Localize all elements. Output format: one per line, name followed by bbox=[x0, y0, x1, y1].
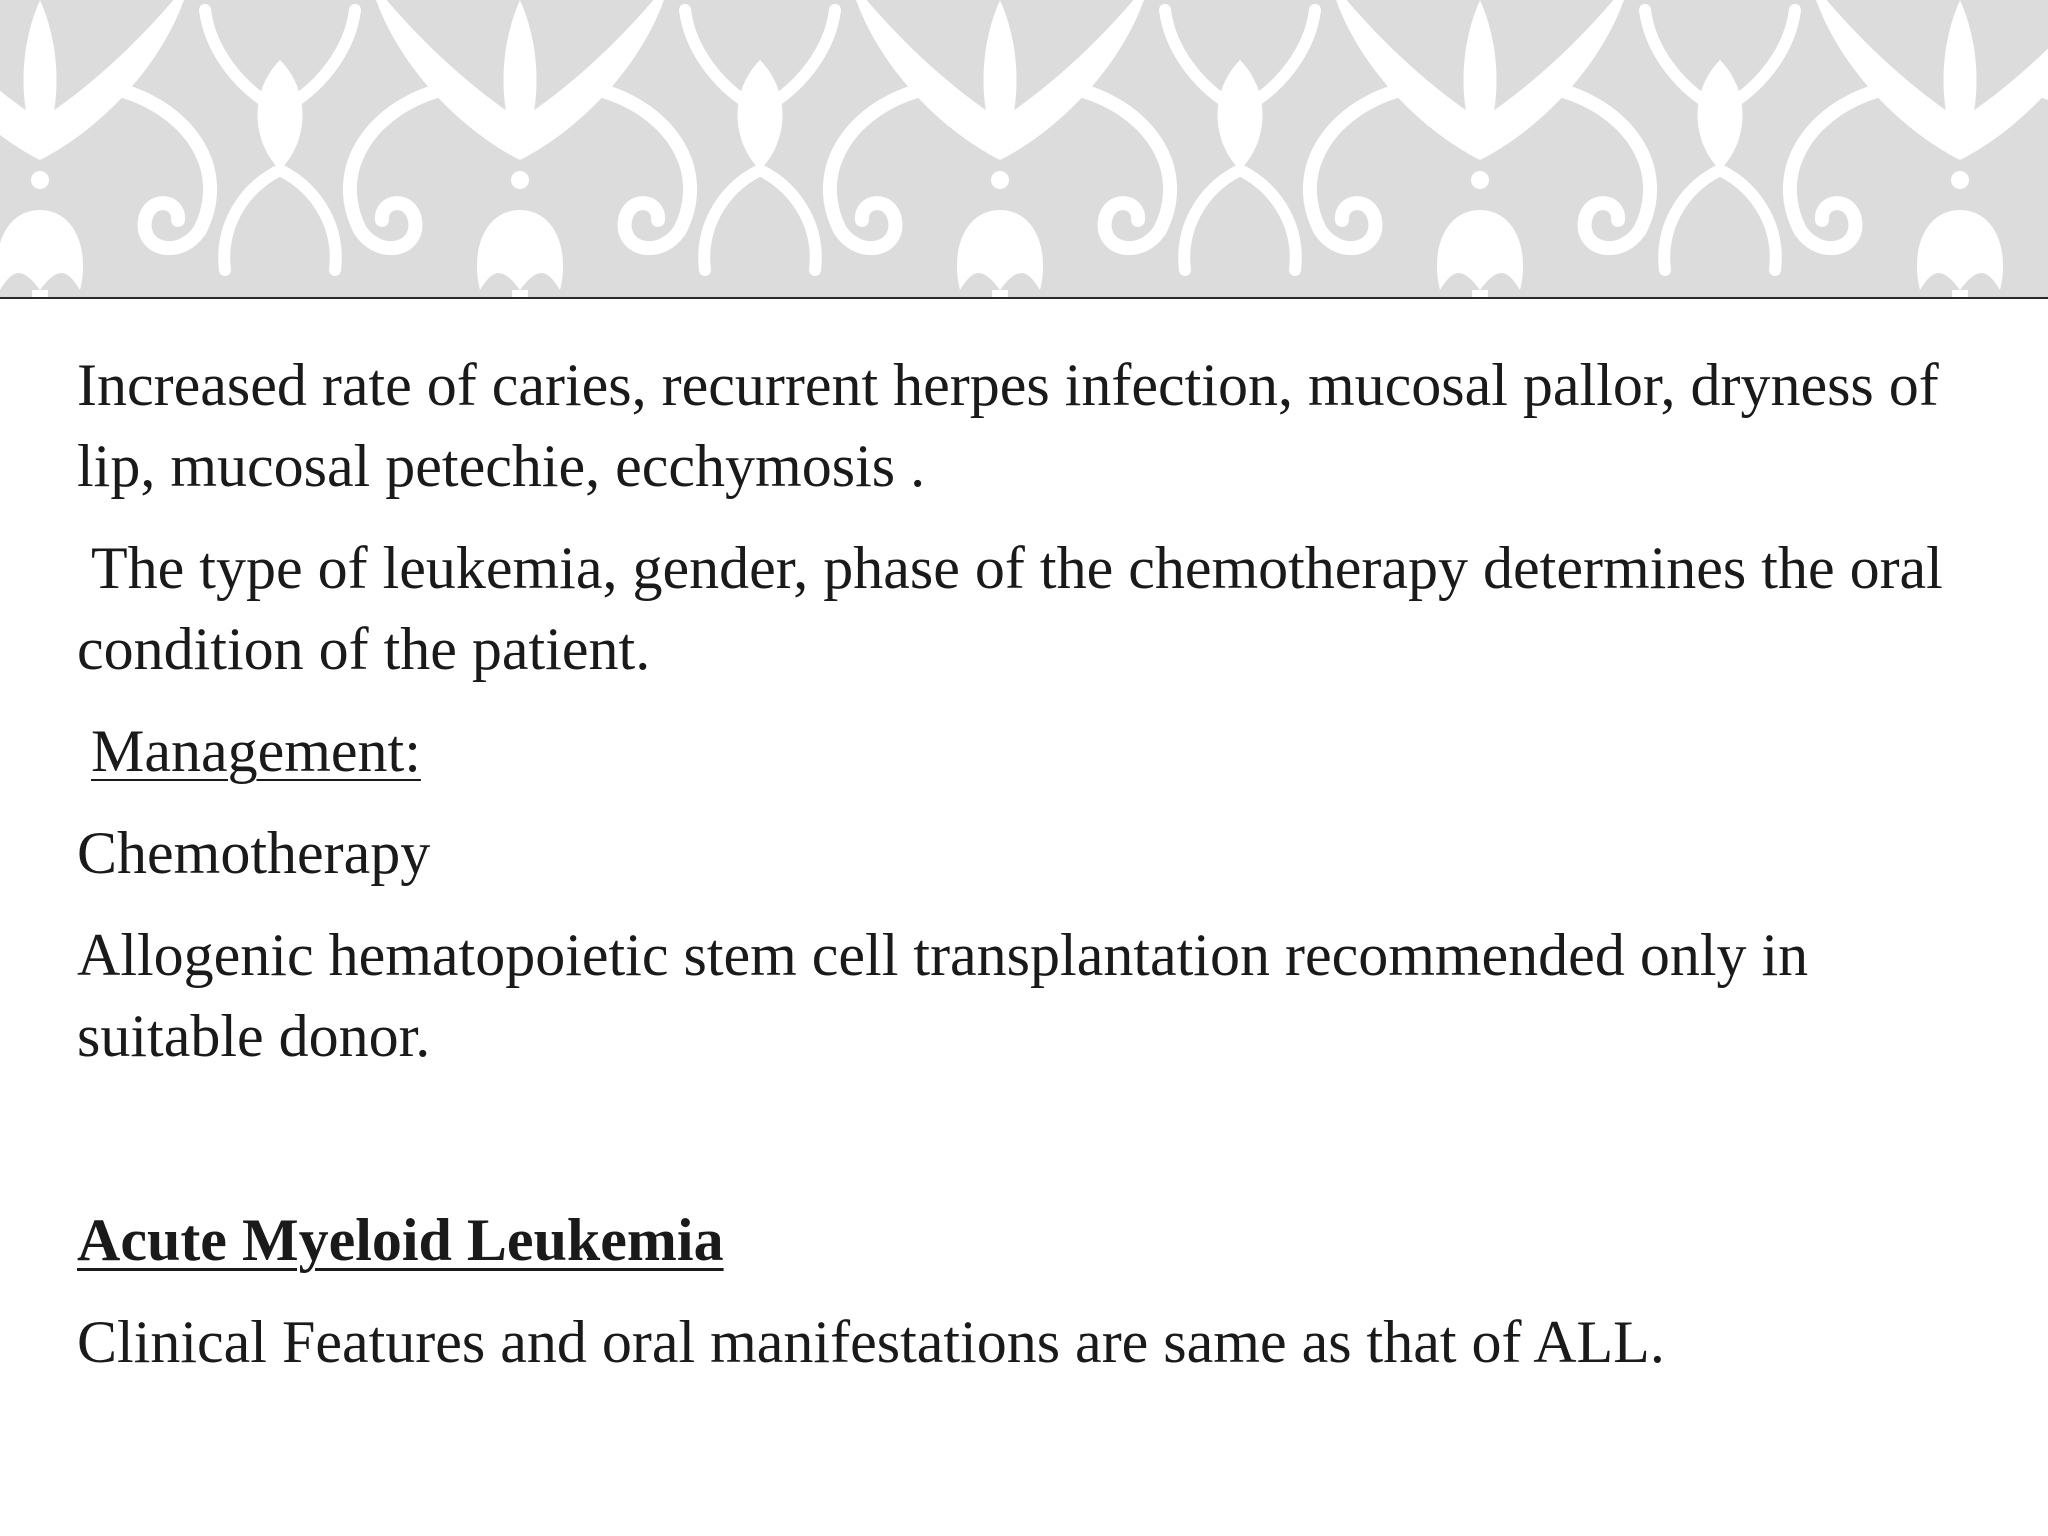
decorative-banner bbox=[0, 0, 2048, 297]
spacer bbox=[77, 1098, 2007, 1200]
management-heading bbox=[77, 711, 2007, 792]
management-item-chemotherapy: Chemotherapy bbox=[77, 820, 431, 886]
oral-findings-paragraph: Increased rate of caries, recurrent herpes infection, mucosal pallor, dryness of lip, mucosal petechie, ecchymosis . bbox=[77, 352, 1939, 499]
slide-body bbox=[77, 345, 2007, 1404]
management-item-transplant: Allogenic hematopoietic stem cell transplantation recommended only in suitable donor. bbox=[77, 922, 1809, 1069]
management-heading-text: Management: bbox=[91, 718, 421, 784]
aml-heading: Acute Myeloid Leukemia bbox=[77, 1207, 724, 1273]
aml-paragraph: Clinical Features and oral manifestations are same as that of ALL. bbox=[77, 1309, 1665, 1375]
oral-condition-paragraph: The type of leukemia, gender, phase of the chemotherapy determines the oral condition of the patient. bbox=[77, 535, 1943, 682]
banner-divider bbox=[0, 297, 2048, 299]
damask-ornament-icon bbox=[0, 0, 2048, 297]
